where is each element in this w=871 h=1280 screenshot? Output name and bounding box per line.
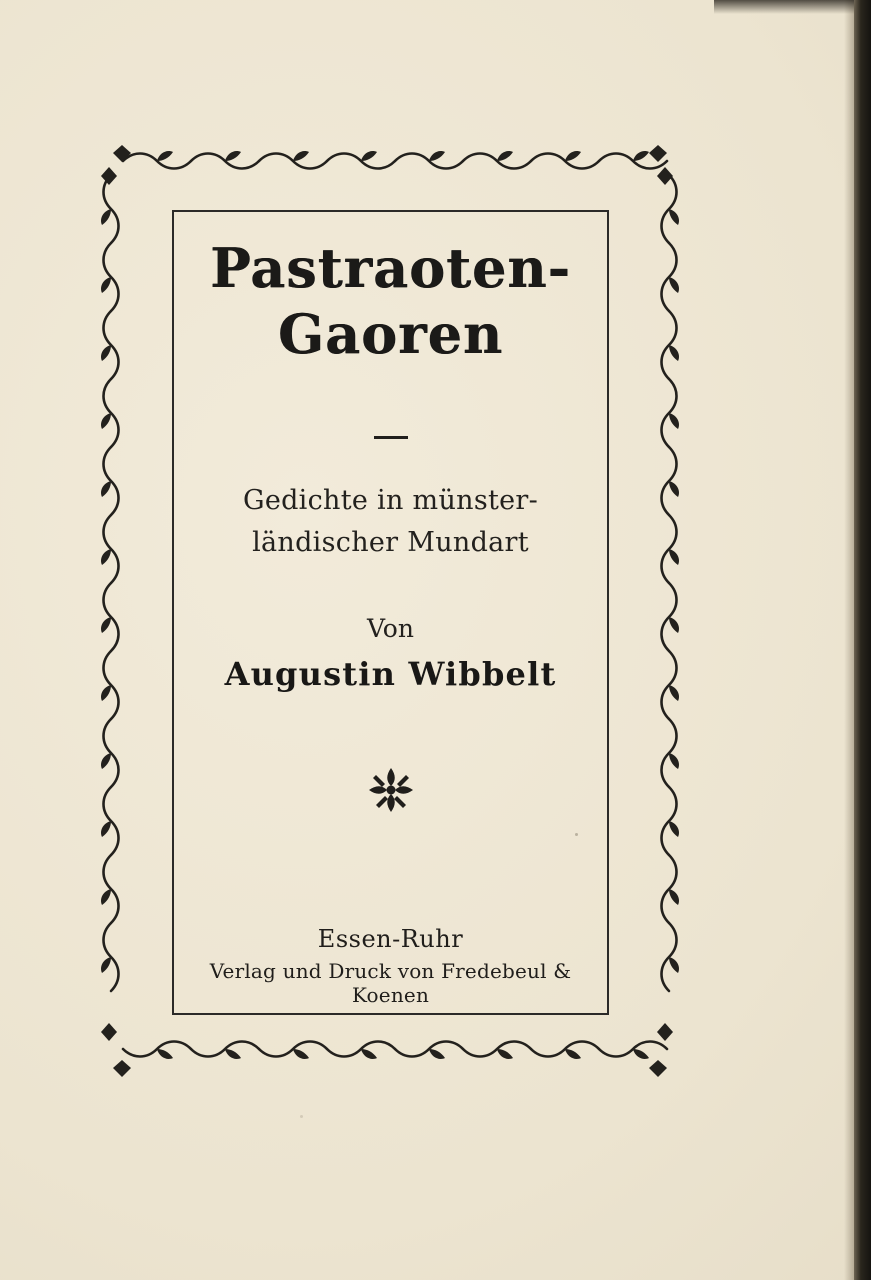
imprint-place: Essen‑Ruhr bbox=[317, 925, 464, 953]
book-edge bbox=[854, 0, 871, 1280]
title-line-1: Pastraoten‑ bbox=[210, 236, 571, 300]
paper-speck bbox=[300, 1115, 303, 1118]
book-edge-shadow bbox=[844, 0, 854, 1280]
imprint-publisher: Verlag und Druck von Fredebeul & Koenen bbox=[209, 959, 572, 1007]
author-name: Augustin Wibbelt bbox=[224, 655, 557, 693]
book-title bbox=[172, 236, 609, 368]
subtitle-line-1: Gedichte in münster‑ bbox=[242, 485, 539, 516]
imprint bbox=[172, 925, 609, 1007]
book-subtitle bbox=[172, 480, 609, 564]
cover-shadow bbox=[714, 0, 854, 14]
subtitle-line-2: ländischer Mundart bbox=[252, 526, 529, 558]
printers-mark-ornament bbox=[172, 762, 609, 822]
title-divider-rule bbox=[172, 424, 609, 443]
title-line-2: Gaoren bbox=[277, 301, 504, 366]
byline-preposition: Von bbox=[367, 614, 414, 643]
